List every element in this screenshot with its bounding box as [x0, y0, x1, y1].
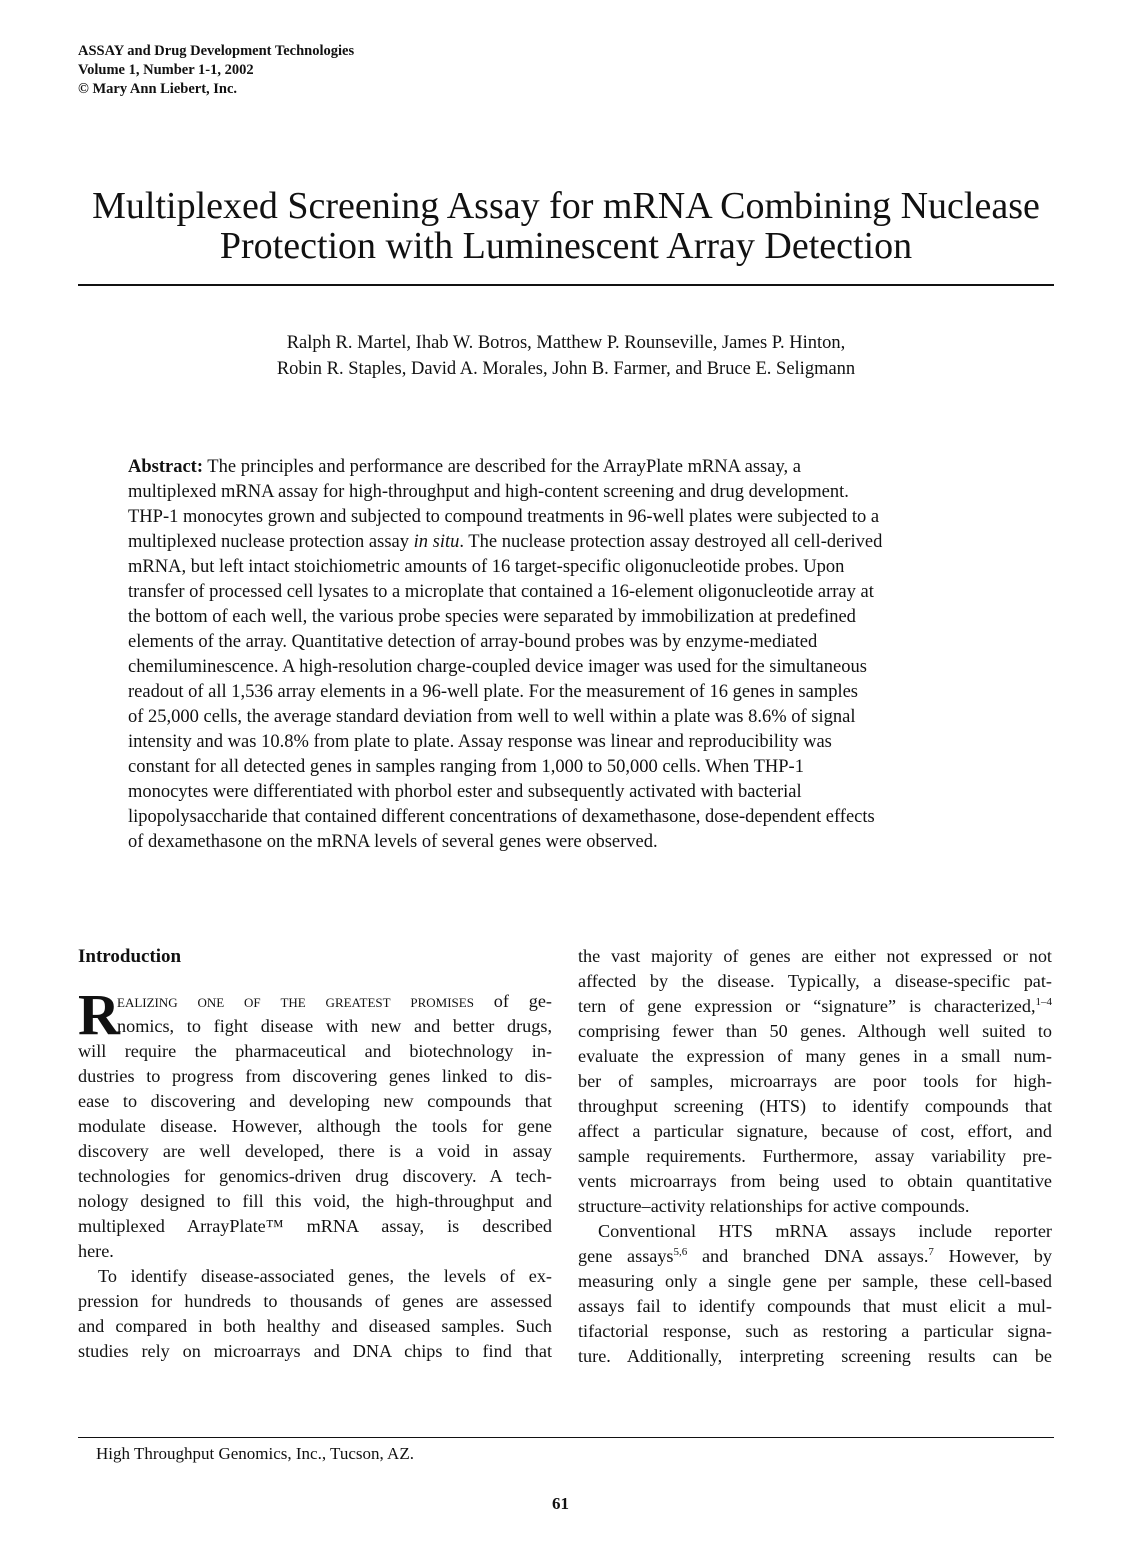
abstract-line: multiplexed mRNA assay for high-throughput and high-content screening and drug development.: [128, 482, 849, 502]
abstract-line: [128, 455, 1008, 480]
abstract-line: readout of all 1,536 array elements in a 96-well plate. For the measurement of 16 genes in samples: [128, 682, 859, 702]
body-text: and branched DNA assays.: [687, 1246, 929, 1266]
body-line: affected by the disease. Typically, a disease-specific pat-: [578, 971, 1052, 991]
abstract-line: intensity and was 10.8% from plate to plate. Assay response was linear and reproducibility was: [128, 732, 832, 752]
body-line: multiplexed ArrayPlate™ mRNA assay, is described: [78, 1216, 552, 1236]
body-line: structure–activity relationships for active compounds.: [578, 1196, 970, 1216]
abstract-line: of dexamethasone on the mRNA levels of several genes were observed.: [128, 832, 658, 852]
body-line: pression for hundreds to thousands of genes are assessed: [78, 1291, 552, 1311]
right-column: [578, 944, 1052, 1369]
body-text: However, by: [933, 1246, 1052, 1266]
body-line: To identify disease-associated genes, the levels of ex-: [98, 1266, 552, 1286]
journal-volume: Volume 1, Number 1-1, 2002: [78, 62, 254, 78]
abstract-line: of 25,000 cells, the average standard deviation from well to well within a plate was 8.6% of signal: [128, 707, 856, 727]
title-divider: [78, 284, 1054, 286]
citation-superscript: 5,6: [673, 1246, 688, 1258]
abstract-line: transfer of processed cell lysates to a microplate that contained a 16-element oligonucleotide array at: [128, 582, 874, 602]
body-line: ture. Additionally, interpreting screening results can be: [578, 1346, 1052, 1366]
body-line: ber of samples, microarrays are poor tools for high-: [578, 1071, 1052, 1091]
body-line: ease to discovering and developing new compounds that: [78, 1091, 552, 1111]
body-line: here.: [78, 1241, 114, 1261]
abstract-line: mRNA, but left intact stoichiometric amounts of 16 target-specific oligonucleotide probes. Upon: [128, 557, 845, 577]
body-line: the vast majority of genes are either not expressed or not: [578, 946, 1052, 966]
dropcap-paragraph-start: [78, 982, 552, 1047]
body-line: [578, 994, 1052, 1019]
body-line: vents microarrays from being used to obtain quantitative: [578, 1171, 1052, 1191]
body-line: Conventional HTS mRNA assays include reporter: [598, 1221, 1052, 1241]
body-line: discovery are well developed, there is a void in assay: [78, 1141, 552, 1161]
drop-cap: R: [78, 982, 120, 1047]
body-line: assays fail to identify compounds that must elicit a mul-: [578, 1296, 1052, 1316]
abstract-label: Abstract:: [128, 457, 204, 477]
author-list: [78, 330, 1054, 382]
body-line: nology designed to fill this void, the high-throughput and: [78, 1191, 552, 1211]
body-line: will require the pharmaceutical and biotechnology in-: [78, 1041, 552, 1061]
body-line: studies rely on microarrays and DNA chips to find that: [78, 1341, 552, 1361]
body-line: evaluate the expression of many genes in a small num-: [578, 1046, 1052, 1066]
page-number: 61: [552, 1494, 569, 1513]
body-line: measuring only a single gene per sample, these cell-based: [578, 1271, 1052, 1291]
body-line: tifactorial response, such as restoring a particular signa-: [578, 1321, 1052, 1341]
title-line-2: Protection with Luminescent Array Detection: [219, 225, 913, 267]
abstract-line: THP-1 monocytes grown and subjected to compound treatments in 96-well plates were subjected to a: [128, 507, 880, 527]
footnote-divider: [78, 1437, 1054, 1438]
body-line: throughput screening (HTS) to identify compounds that: [578, 1096, 1052, 1116]
abstract-line: [128, 530, 1008, 555]
body-line: affect a particular signature, because of cost, effort, and: [578, 1121, 1052, 1141]
abstract-line: monocytes were differentiated with phorbol ester and subsequently activated with bacterial: [128, 782, 802, 802]
citation-superscript: 7: [928, 1246, 934, 1258]
small-caps-text: ealizing one of the greatest promises: [117, 991, 474, 1011]
body-line: dustries to progress from discovering genes linked to dis-: [78, 1066, 552, 1086]
abstract-line: constant for all detected genes in samples ranging from 1,000 to 50,000 cells. When THP-1: [128, 757, 804, 777]
body-text: of ge-: [473, 991, 552, 1011]
body-line: technologies for genomics-driven drug discovery. A tech-: [78, 1166, 552, 1186]
body-line: [578, 1244, 1052, 1269]
abstract: [128, 455, 1008, 855]
authors-line-1: Ralph R. Martel, Ihab W. Botros, Matthew P. Rounseville, James P. Hinton,: [286, 333, 846, 353]
abstract-text: The principles and performance are described for the ArrayPlate mRNA assay, a: [203, 457, 801, 477]
affiliation-footnote: High Throughput Genomics, Inc., Tucson, AZ.: [96, 1444, 414, 1463]
abstract-text: multiplexed nuclease protection assay: [128, 532, 414, 552]
journal-header: [78, 42, 354, 99]
abstract-line: the bottom of each well, the various probe species were separated by immobilization at predefined: [128, 607, 856, 627]
abstract-italic: in situ: [413, 532, 460, 552]
body-line: and compared in both healthy and diseased samples. Such: [78, 1316, 552, 1336]
citation-superscript: 1–4: [1035, 996, 1052, 1008]
body-line: nomics, to fight disease with new and better drugs,: [117, 1016, 552, 1036]
body-line: sample requirements. Furthermore, assay variability pre-: [578, 1146, 1052, 1166]
abstract-line: chemiluminescence. A high-resolution charge-coupled device imager was used for the simultaneous: [128, 657, 867, 677]
abstract-line: lipopolysaccharide that contained different concentrations of dexamethasone, dose-dependent effects: [128, 807, 875, 827]
journal-name: ASSAY and Drug Development Technologies: [78, 43, 355, 59]
article-title: [78, 186, 1054, 266]
left-column: [78, 944, 552, 1364]
body-line: comprising fewer than 50 genes. Although well suited to: [578, 1021, 1052, 1041]
body-text: tern of gene expression or “signature” is characterized,: [578, 996, 1036, 1016]
abstract-line: elements of the array. Quantitative detection of array-bound probes was by enzyme-mediated: [128, 632, 818, 652]
journal-copyright: © Mary Ann Liebert, Inc.: [78, 81, 238, 97]
abstract-text: . The nuclease protection assay destroyed all cell-derived: [459, 532, 883, 552]
section-heading-introduction: Introduction: [78, 946, 182, 967]
authors-line-2: Robin R. Staples, David A. Morales, John B. Farmer, and Bruce E. Seligmann: [276, 359, 856, 379]
body-line: modulate disease. However, although the tools for gene: [78, 1116, 552, 1136]
body-line: [117, 989, 552, 1014]
body-text: gene assays: [578, 1246, 674, 1266]
title-line-1: Multiplexed Screening Assay for mRNA Combining Nuclease: [92, 185, 1040, 227]
